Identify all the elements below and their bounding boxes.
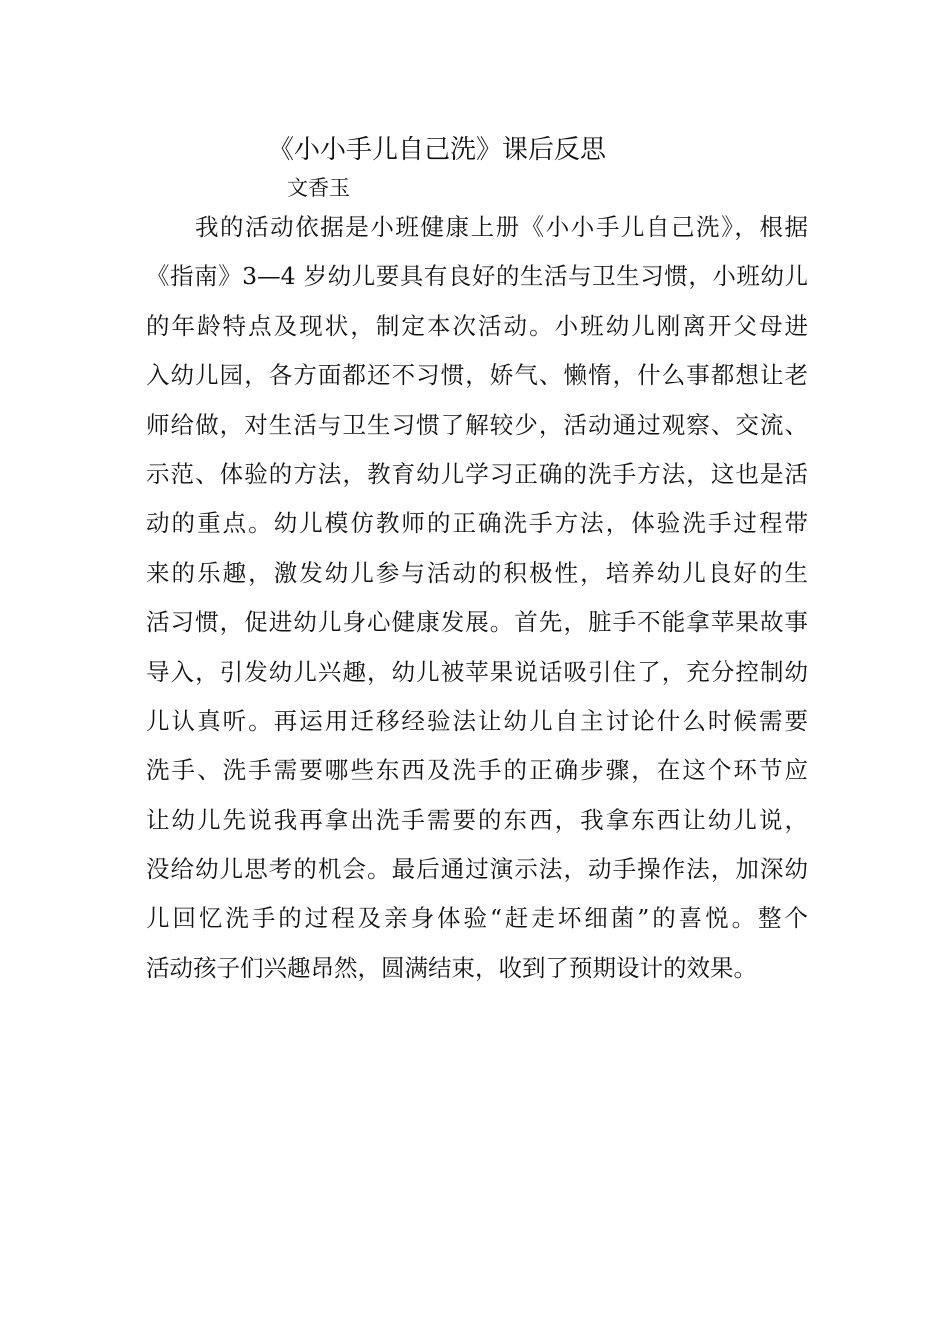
body-line: 导入，引发幼儿兴趣，幼儿被苹果说话吸引住了，充分控制幼 (146, 657, 808, 686)
document-title: 《小小手儿自己洗》课后反思 (268, 135, 607, 165)
body-line: 的年龄特点及现状，制定本次活动。小班幼儿刚离开父母进 (146, 311, 808, 340)
body-line: 《指南》3—4 岁幼儿要具有良好的生活与卫生习惯，小班幼儿 (146, 262, 808, 291)
body-line: 来的乐趣，激发幼儿参与活动的积极性，培养幼儿良好的生 (146, 558, 808, 587)
body-line: 儿回忆洗手的过程及亲身体验“赶走坏细菌”的喜悦。整个 (146, 904, 808, 933)
body-line: 儿认真听。再运用迁移经验法让幼儿自主讨论什么时候需要 (146, 706, 808, 735)
body-line: 入幼儿园，各方面都还不习惯，娇气、懒惰，什么事都想让老 (146, 361, 808, 390)
document-author: 文香玉 (287, 176, 350, 200)
body-line: 让幼儿先说我再拿出洗手需要的东西，我拿东西让幼儿说， (146, 805, 808, 834)
body-line: 我的活动依据是小班健康上册《小小手儿自己洗》，根据 (195, 213, 808, 241)
body-line: 没给幼儿思考的机会。最后通过演示法，动手操作法，加深幼 (146, 855, 808, 884)
document-body (146, 203, 808, 993)
body-line: 活习惯，促进幼儿身心健康发展。首先，脏手不能拿苹果故事 (146, 608, 808, 637)
body-line: 示范、体验的方法，教育幼儿学习正确的洗手方法，这也是活 (146, 459, 808, 488)
body-line: 师给做，对生活与卫生习惯了解较少，活动通过观察、交流、 (146, 410, 808, 439)
body-line: 动的重点。幼儿模仿教师的正确洗手方法，体验洗手过程带 (146, 509, 808, 538)
body-line: 洗手、洗手需要哪些东西及洗手的正确步骤，在这个环节应 (146, 756, 808, 785)
body-line: 活动孩子们兴趣昂然，圆满结束，收到了预期设计的效果。 (146, 953, 757, 982)
